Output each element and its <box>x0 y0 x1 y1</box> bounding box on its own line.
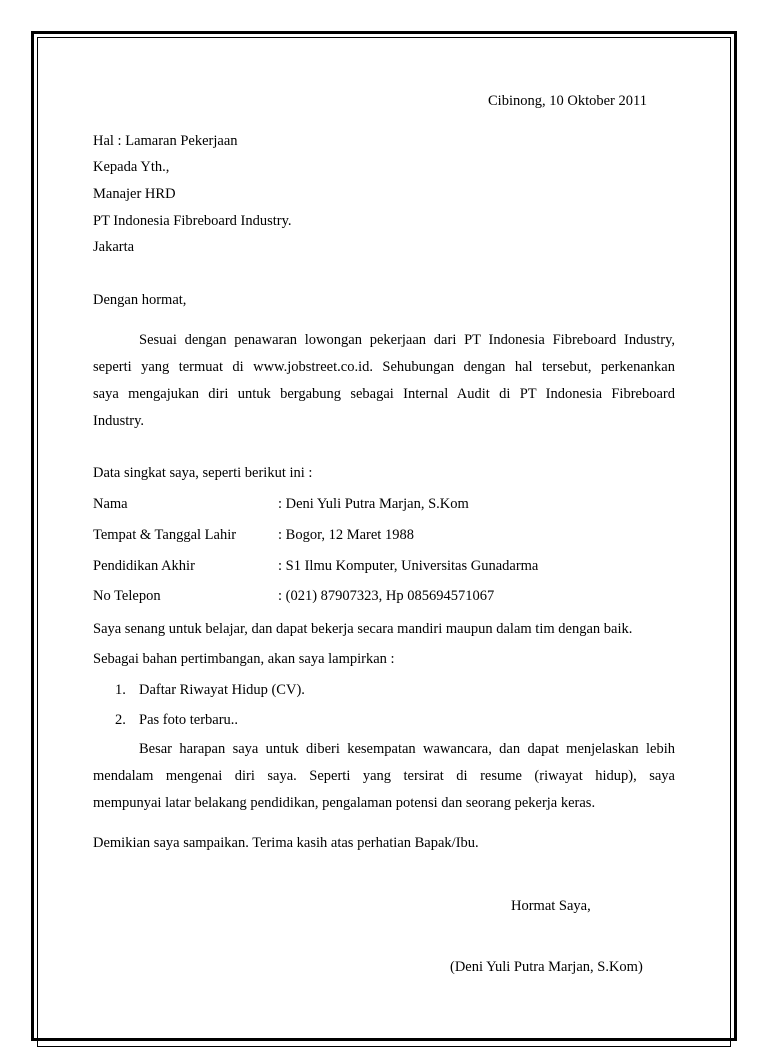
data-value: : Bogor, 12 Maret 1988 <box>278 527 414 543</box>
data-label: Tempat & Tanggal Lahir <box>93 527 237 543</box>
data-label: Nama <box>93 496 128 512</box>
paragraph-line: Sesuai dengan penawaran lowongan pekerjaan dari PT Indonesia Fibreboard Industry, <box>139 332 675 348</box>
subject-line: Hal : Lamaran Pekerjaan <box>93 133 238 149</box>
list-number: 2. <box>115 712 126 728</box>
data-intro: Data singkat saya, seperti berikut ini : <box>93 465 313 481</box>
list-item: Pas foto terbaru.. <box>139 712 239 728</box>
paragraph-line: seperti yang termuat di www.jobstreet.co.id. Sehubungan dengan hal tersebut, perkenankan <box>93 359 675 375</box>
recipient-company: PT Indonesia Fibreboard Industry. <box>93 213 292 229</box>
recipient-city: Jakarta <box>93 239 135 255</box>
paragraph-line: saya mengajukan diri untuk bergabung sebagai Internal Audit di PT Indonesia Fibreboard <box>93 386 675 402</box>
attachments-intro: Sebagai bahan pertimbangan, akan saya lampirkan : <box>93 651 395 667</box>
paragraph-line: Besar harapan saya untuk diberi kesempatan wawancara, dan dapat menjelaskan lebih <box>139 741 675 757</box>
data-label: No Telepon <box>93 588 161 604</box>
data-value: : (021) 87907323, Hp 085694571067 <box>278 588 495 604</box>
recipient-position: Manajer HRD <box>93 186 176 202</box>
paragraph-line: mempunyai latar belakang pendidikan, pengalaman potensi dan seorang pekerja keras. <box>93 795 596 811</box>
signature-name: (Deni Yuli Putra Marjan, S.Kom) <box>450 959 643 975</box>
place-date: Cibinong, 10 Oktober 2011 <box>488 93 647 109</box>
paragraph-line: mendalam mengenai diri saya. Seperti yang tersirat di resume (riwayat hidup), saya <box>93 768 675 784</box>
data-value: : S1 Ilmu Komputer, Universitas Gunadarma <box>278 558 539 574</box>
statement: Saya senang untuk belajar, dan dapat bekerja secara mandiri maupun dalam tim dengan baik. <box>93 621 633 637</box>
sign-off: Hormat Saya, <box>511 898 591 914</box>
paragraph-line: Industry. <box>93 413 145 429</box>
salutation: Dengan hormat, <box>93 292 187 308</box>
list-number: 1. <box>115 682 126 698</box>
list-item: Daftar Riwayat Hidup (CV). <box>139 682 305 698</box>
recipient-to: Kepada Yth., <box>93 159 170 175</box>
closing-sentence: Demikian saya sampaikan. Terima kasih atas perhatian Bapak/Ibu. <box>93 835 479 851</box>
data-label: Pendidikan Akhir <box>93 558 195 574</box>
data-value: : Deni Yuli Putra Marjan, S.Kom <box>278 496 469 512</box>
